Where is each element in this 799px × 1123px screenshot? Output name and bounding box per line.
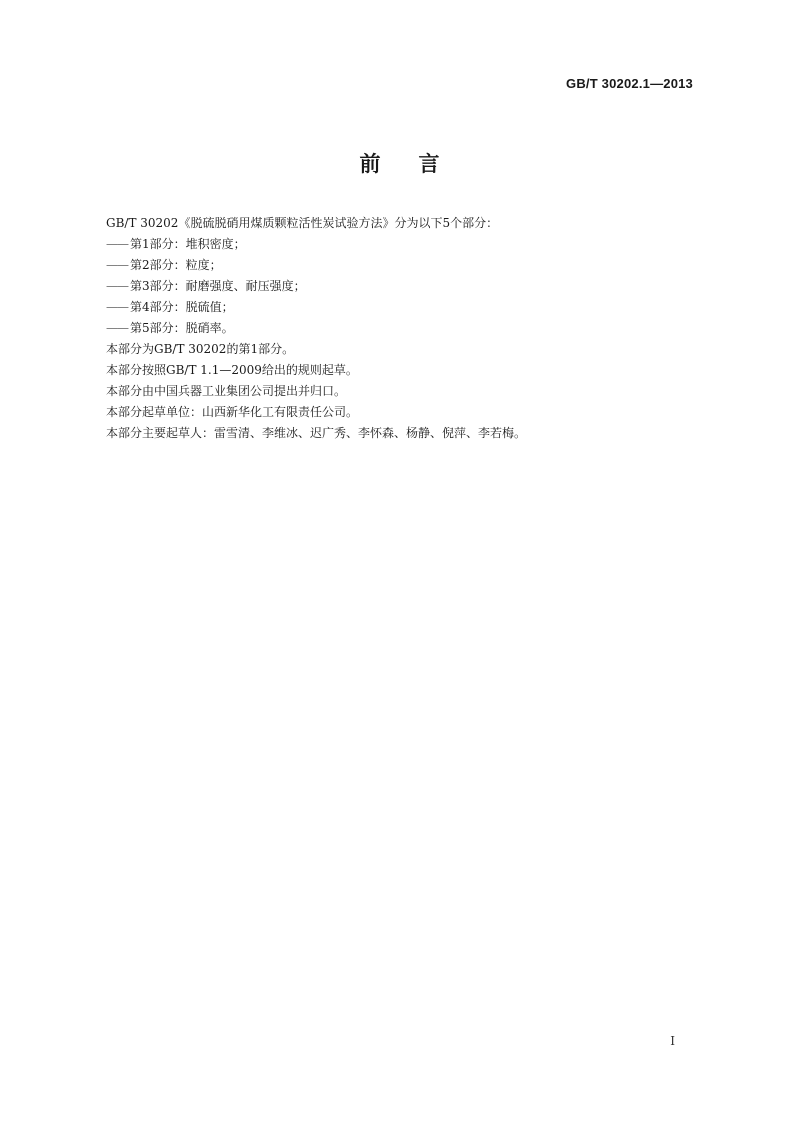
page-number: I xyxy=(670,1034,675,1048)
list-item-text: 第1部分：堆积密度； xyxy=(130,237,246,251)
list-item-text: 第5部分：脱硝率。 xyxy=(130,321,234,335)
list-dash: —— xyxy=(106,321,128,335)
list-dash: —— xyxy=(106,237,128,251)
list-item xyxy=(106,276,696,297)
document-number: GB/T 30202.1—2013 xyxy=(566,76,693,91)
page-title: 前言 xyxy=(359,152,478,176)
list-item-text: 第4部分：脱硫值； xyxy=(130,300,234,314)
document-body xyxy=(106,213,696,444)
list-item-text: 第3部分：耐磨强度、耐压强度； xyxy=(130,279,306,293)
list-dash: —— xyxy=(106,279,128,293)
list-dash: —— xyxy=(106,258,128,272)
list-item xyxy=(106,297,696,318)
list-item xyxy=(106,318,696,339)
list-dash: —— xyxy=(106,300,128,314)
list-item xyxy=(106,255,696,276)
intro-paragraph: GB/T 30202《脱硫脱硝用煤质颗粒活性炭试验方法》分为以下5个部分： xyxy=(106,216,499,230)
paragraph-proposer: 本部分由中国兵器工业集团公司提出并归口。 xyxy=(106,384,347,398)
paragraph-drafting-rules: 本部分按照GB/T 1.1—2009给出的规则起草。 xyxy=(106,363,358,377)
paragraph-drafters: 本部分主要起草人：雷雪清、李维冰、迟广秀、李怀森、杨静、倪萍、李若梅。 xyxy=(106,426,527,440)
list-item xyxy=(106,234,696,255)
paragraph-drafting-unit: 本部分起草单位：山西新华化工有限责任公司。 xyxy=(106,405,359,419)
list-item-text: 第2部分：粒度； xyxy=(130,258,222,272)
paragraph-part-statement: 本部分为GB/T 30202的第1部分。 xyxy=(106,342,295,356)
